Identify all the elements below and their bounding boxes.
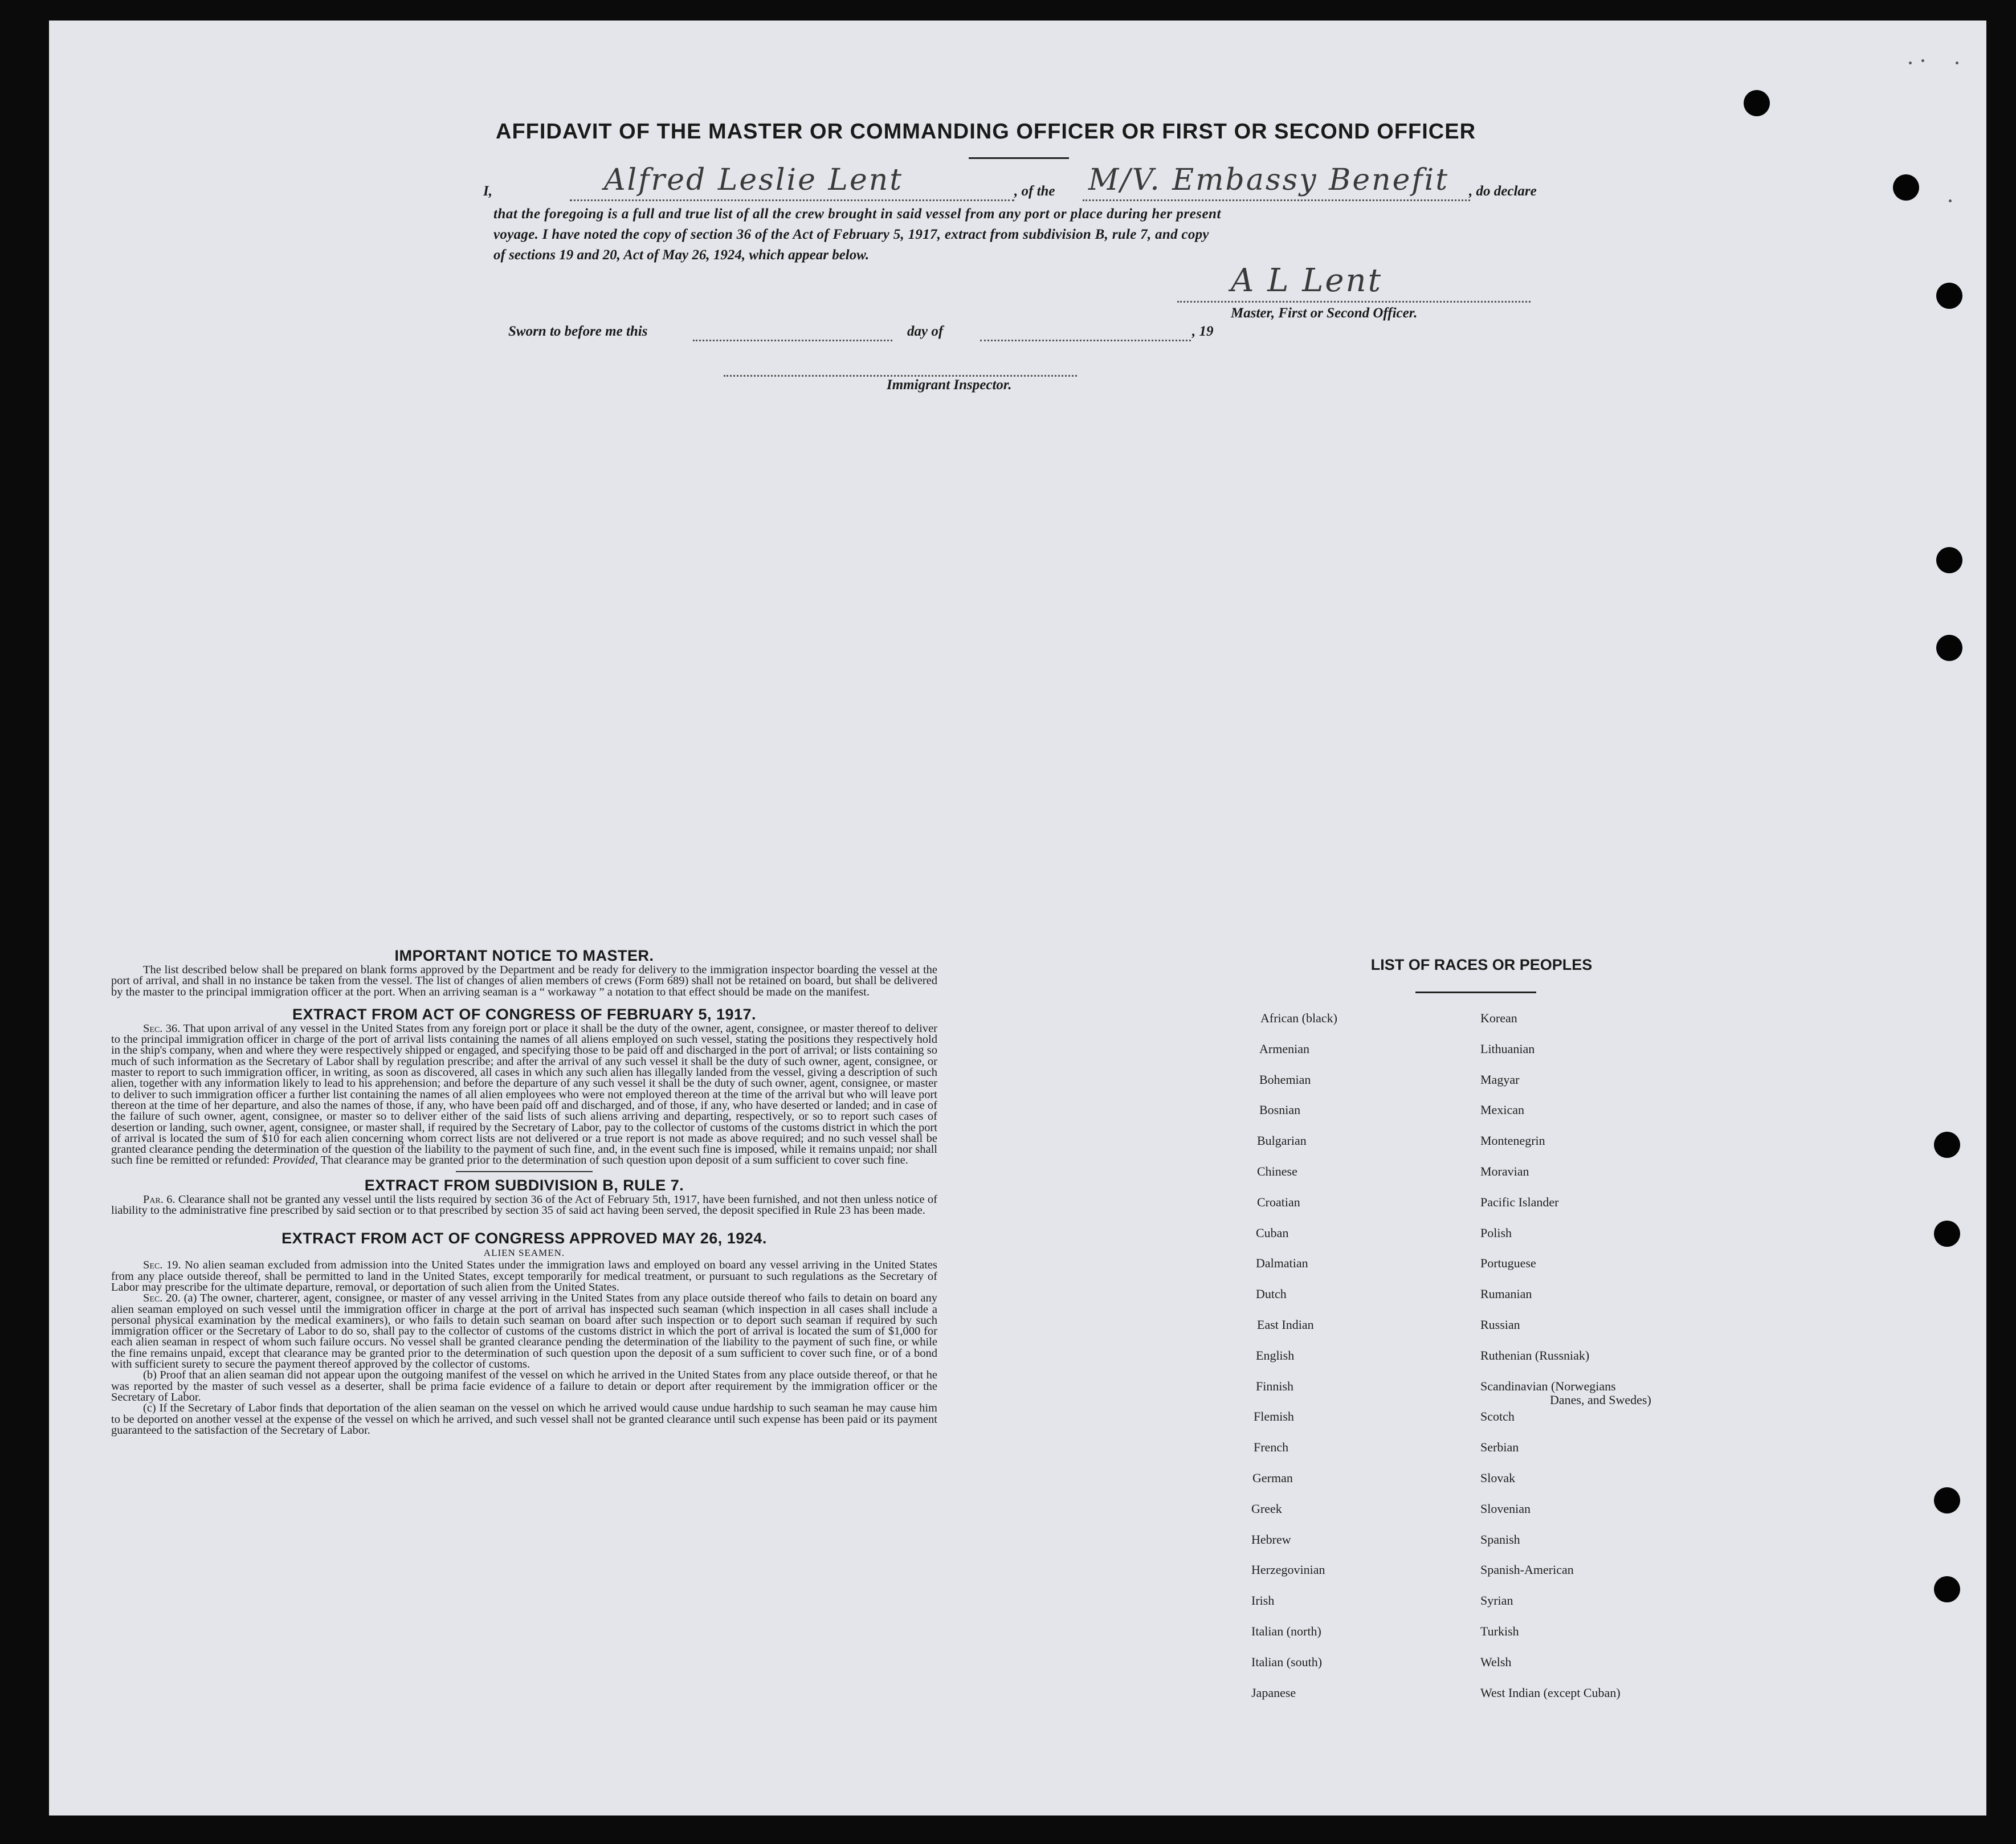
- inspector-caption: Immigrant Inspector.: [887, 377, 1012, 393]
- race-left-1: Armenian: [1259, 1042, 1309, 1056]
- paragraph-text: Clearance shall not be granted any vessel until the lists required by section 36 of the Act of February 5th, 1917, have been furnished, and not then unless notice of liability to the administrative fine prescribed by said section or to that prescribed by section 35 of said act having been served, the deposit specified in Rule 23 has been made.: [111, 1193, 937, 1217]
- race-left-17: Hebrew: [1251, 1532, 1291, 1547]
- notice-heading: IMPORTANT NOTICE TO MASTER.: [394, 947, 654, 964]
- race-left-8: Dalmatian: [1256, 1256, 1308, 1270]
- binder-hole: [1934, 1132, 1960, 1158]
- inspector-line: [724, 375, 1077, 377]
- section-divider: [456, 1171, 593, 1172]
- section-text: (a) The owner, charterer, agent, consignee, or master of any vessel arriving in the United States from any place outside thereof who fails to detain on board any alien seaman employed on such vessel until the immigration officer in charge at the port of arrival has inspected such seaman (which inspection in all cases shall include a personal physical examination by the medical examiners), or who fails to detain such seaman on board after such inspection or to deport such seaman if required by such immigration officer or the Secretary of Labor to do so, shall pay to the collector of customs of the customs district in which the port of arrival is located the sum of $1,000 for each alien seaman in respect of whom such failure occurs. No vessel shall be granted clearance pending the determination of the liability to the payment of such fine, or while the fine remains unpaid, except that clearance may be granted prior to the determination of such question upon the deposit of a sum sufficient to cover such fine, or of a bond with sufficient surety to secure the payment thereof approved by the collector of customs.: [111, 1292, 938, 1371]
- race-left-5: Chinese: [1257, 1164, 1297, 1178]
- race-right-16: Slovenian: [1480, 1502, 1531, 1516]
- binder-hole: [1893, 174, 1919, 201]
- race-right-14: Serbian: [1480, 1440, 1519, 1454]
- section-label: Sec. 19.: [143, 1259, 181, 1272]
- legal-notices-column: [111, 947, 937, 1436]
- race-right-2: Magyar: [1480, 1072, 1520, 1087]
- of-the-label: , of the: [1014, 183, 1055, 199]
- signature-line: [1177, 301, 1531, 303]
- race-left-4: Bulgarian: [1257, 1133, 1307, 1148]
- notice-body: The list described below shall be prepared on blank forms approved by the Department and be ready for delivery to the immigration inspector boarding the vessel at the port of arrival, and shall in no instance be taken from the vessel. The list of changes of alien members of crews (Form 689) shall not be retained on board, but shall be delivered by the master to the principal immigration officer at the port. When an arriving seaman is a “ workaway ” a notation to that effect should be made on the manifest.: [111, 964, 937, 998]
- race-left-11: English: [1256, 1348, 1295, 1362]
- binder-hole: [1936, 547, 1962, 573]
- race-left-20: Italian (north): [1251, 1624, 1321, 1638]
- races-title-underline: [1415, 992, 1536, 993]
- race-right-10: Russian: [1480, 1317, 1520, 1332]
- race-right-12: Scandinavian (Norwegians: [1480, 1379, 1616, 1393]
- sec19-body: [111, 1260, 937, 1293]
- races-list-title: LIST OF RACES OR PEOPLES: [1370, 956, 1593, 973]
- vessel-name-handwriting: M/V. Embassy Benefit: [1088, 163, 1450, 197]
- sworn-month-line: [980, 340, 1191, 341]
- race-left-3: Bosnian: [1259, 1103, 1301, 1117]
- race-right-5: Moravian: [1480, 1164, 1529, 1178]
- race-left-9: Dutch: [1256, 1287, 1287, 1301]
- race-left-0: African (black): [1260, 1011, 1337, 1025]
- binder-hole: [1934, 1221, 1960, 1247]
- race-right-21: Welsh: [1480, 1655, 1512, 1669]
- race-left-2: Bohemian: [1259, 1072, 1311, 1087]
- extract-rule7-heading: EXTRACT FROM SUBDIVISION B, RULE 7.: [364, 1176, 684, 1194]
- i-label: I,: [483, 183, 492, 199]
- day-of-label: day of: [907, 324, 944, 339]
- binder-hole: [1934, 1576, 1960, 1602]
- race-right-3: Mexican: [1480, 1103, 1524, 1117]
- race-left-18: Herzegovinian: [1251, 1562, 1325, 1577]
- sec20b-body: (b) Proof that an alien seaman did not appear upon the outgoing manifest of the vessel on which he arrived in the United States from any place outside thereof, or that he was reported by the master of such vessel as a deserter, shall be prima facie evidence of a failure to detain or deport after requirement by the immigration officer or the Secretary of Labor.: [111, 1369, 937, 1404]
- race-right-1: Lithuanian: [1480, 1042, 1535, 1056]
- declaration-line-1: that the foregoing is a full and true list of all the crew brought in said vessel from any port or place during her present: [493, 206, 1221, 222]
- race-right-8: Portuguese: [1480, 1256, 1536, 1270]
- race-left-6: Croatian: [1257, 1195, 1300, 1209]
- section-label: Sec. 20.: [143, 1292, 181, 1305]
- do-declare-label: , do declare: [1469, 183, 1537, 199]
- title-divider: [969, 157, 1069, 159]
- race-left-10: East Indian: [1257, 1317, 1314, 1332]
- section-text: That upon arrival of any vessel in the United States from any foreign port or place it shall be the duty of the owner, agent, consignee, or master thereof to deliver to the principal immigration officer in charge of the port of arrival lists containing the names of all aliens employed on such vessel, stating the positions they respectively hold in the ship's company, when and where they were respectively shipped or engaged, and specifying those to be paid off and discharged in the port of arrival; or lists containing so much of such information as the Secretary of Labor shall by regulation prescribe; and after the arrival of any such vessel it shall be the duty of such owner, agent, consignee, or master to report to such immigration officer, in writing, as soon as discovered, all cases in which any such alien has illegally landed from the vessel, giving a description of such alien, together with any information likely to lead to his apprehension; and before the departure of any such vessel it shall be the duty of such owner, agent, consignee, or master to deliver to such immigration officer a further list containing the names of all alien employees who were not employed thereon at the time of the arrival but who will leave port thereon at the time of her departure, and also the names of those, if any, who have been paid off and discharged, and of those, if any, who have deserted or landed; and in case of the failure of such owner, agent, consignee, or master so to deliver either of the said lists of such aliens arriving and departing, respectively, or so to report such cases of desertion or landing, such owner, agent, consignee, or master shall, if required by the Secretary of Labor, pay to the collector of customs of the customs district in which the port of arrival is located the sum of $10 for each alien concerning whom correct lists are not delivered or a true report is not made as above required; and no such vessel shall be granted clearance pending the determination of the question of the liability to the payment of such fine, and, in the event such fine is imposed, while it remains unpaid; nor shall such fine be remitted or refunded:: [111, 1022, 938, 1167]
- race-right-15: Slovak: [1480, 1471, 1516, 1485]
- declaration-line-3: of sections 19 and 20, Act of May 26, 1924, which appear below.: [493, 247, 870, 263]
- race-right-4: Montenegrin: [1480, 1133, 1545, 1148]
- race-left-12: Finnish: [1256, 1379, 1294, 1393]
- race-left-21: Italian (south): [1251, 1655, 1323, 1669]
- section-text: No alien seaman excluded from admission into the United States under the immigration laws and employed on board any vessel arriving in the United States from any place outside thereof, shall be permitted to land in the United States, except temporarily for medical treatment, or pursuant to such regulations as the Secretary of Labor may prescribe for the ultimate departure, removal, or deportation of such alien from the United States.: [111, 1259, 937, 1294]
- binder-hole: [1936, 283, 1962, 309]
- extract-rule7-body: [111, 1194, 937, 1217]
- section-label: Sec. 36.: [143, 1022, 181, 1035]
- affidavit-title: AFFIDAVIT OF THE MASTER OR COMMANDING OFFICER OR FIRST OR SECOND OFFICER: [496, 120, 1476, 144]
- race-right-6: Pacific Islander: [1480, 1195, 1559, 1209]
- race-right-22: West Indian (except Cuban): [1480, 1686, 1621, 1700]
- sec20a-body: [111, 1293, 937, 1370]
- year-label: , 19: [1192, 324, 1214, 339]
- sec20c-body: (c) If the Secretary of Labor finds that deportation of the alien seaman on the vessel on which he arrived would cause undue hardship to such seaman he may cause him to be deported on another vessel at the expense of the vessel on which he arrived, and such vessel shall not be granted clearance until such expense has been paid or its payment guaranteed to the satisfaction of the Secretary of Labor.: [111, 1402, 937, 1437]
- sworn-day-line: [693, 340, 892, 341]
- race-scandinavian-continuation: Danes, and Swedes): [1550, 1393, 1651, 1407]
- race-left-14: French: [1254, 1440, 1289, 1454]
- race-left-19: Irish: [1251, 1593, 1275, 1608]
- race-left-13: Flemish: [1254, 1409, 1294, 1423]
- binder-hole: [1744, 90, 1770, 116]
- extract-1924-subheading: ALIEN SEAMEN.: [483, 1247, 565, 1259]
- binder-hole: [1936, 635, 1962, 661]
- provided-word: Provided,: [272, 1154, 318, 1167]
- paragraph-label: Par. 6.: [143, 1193, 176, 1206]
- race-left-16: Greek: [1251, 1502, 1282, 1516]
- race-right-17: Spanish: [1480, 1532, 1520, 1547]
- binder-hole: [1934, 1487, 1960, 1513]
- race-right-13: Scotch: [1480, 1409, 1515, 1423]
- signature-caption: Master, First or Second Officer.: [1231, 305, 1418, 321]
- sworn-label: Sworn to before me this: [508, 324, 648, 339]
- race-left-7: Cuban: [1256, 1226, 1289, 1240]
- race-right-9: Rumanian: [1480, 1287, 1532, 1301]
- race-right-0: Korean: [1480, 1011, 1517, 1025]
- master-name-handwriting: Alfred Leslie Lent: [604, 163, 904, 197]
- section-text-tail: That clearance may be granted prior to the determination of such question upon deposit of a sum sufficient to cover such fine.: [320, 1154, 908, 1167]
- race-right-11: Ruthenian (Russniak): [1480, 1348, 1590, 1362]
- race-right-18: Spanish-American: [1480, 1562, 1574, 1577]
- race-right-20: Turkish: [1480, 1624, 1519, 1638]
- extract-1917-heading: EXTRACT FROM ACT OF CONGRESS OF FEBRUARY 5, 1917.: [292, 1005, 757, 1023]
- race-left-15: German: [1252, 1471, 1293, 1485]
- document-page: [49, 21, 1986, 1816]
- master-name-line: [570, 199, 1014, 201]
- extract-1924-heading: EXTRACT FROM ACT OF CONGRESS APPROVED MAY 26, 1924.: [281, 1230, 767, 1247]
- extract-1917-body: [111, 1023, 937, 1166]
- race-right-7: Polish: [1480, 1226, 1512, 1240]
- race-right-19: Syrian: [1480, 1593, 1513, 1608]
- race-left-22: Japanese: [1251, 1686, 1296, 1700]
- signature-handwriting: A L Lent: [1231, 262, 1383, 299]
- declaration-line-2: voyage. I have noted the copy of section 36 of the Act of February 5, 1917, extract from subdivision B, rule 7, and copy: [493, 227, 1209, 242]
- vessel-name-line: [1083, 199, 1470, 201]
